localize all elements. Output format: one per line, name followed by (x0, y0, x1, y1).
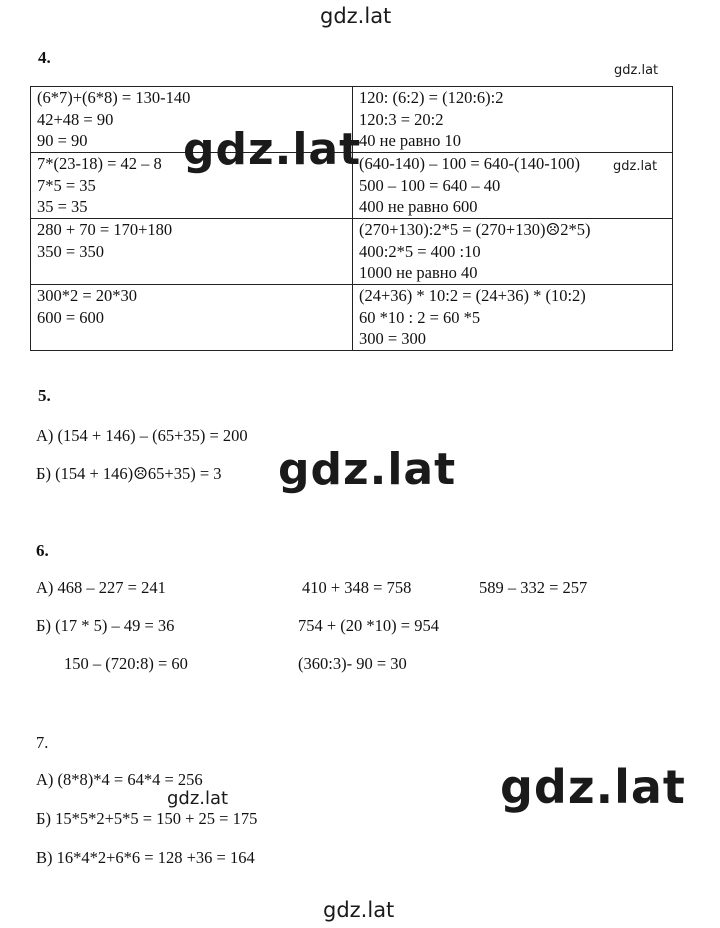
task-7-number: 7. (36, 733, 49, 752)
watermark-task-7-small: gdz.lat (167, 788, 229, 809)
table-row (31, 285, 673, 351)
task-6-row3-col1: 150 – (720:8) = 60 (64, 654, 188, 673)
cell-line: 350 = 350 (37, 241, 105, 261)
table-cell-right (353, 285, 673, 351)
task-6-row1-col1: А) 468 – 227 = 241 (36, 578, 166, 597)
table-row (31, 219, 673, 285)
task-5-line-a: А) (154 + 146) – (65+35) = 200 (36, 426, 248, 445)
cell-line: 40 не равно 10 (359, 131, 461, 150)
cell-line: 42+48 = 90 (37, 109, 114, 129)
watermark-task-7: gdz.lat (500, 760, 686, 814)
cell-line: 280 + 70 = 170+180 (37, 220, 173, 239)
cell-line: 120: (6:2) = (120:6):2 (359, 88, 504, 107)
cell-line: 300*2 = 20*30 (37, 286, 138, 305)
table-cell-right (353, 219, 673, 285)
cell-line: 35 = 35 (37, 197, 88, 216)
task-6-row2-col2: 754 + (20 *10) = 954 (298, 616, 439, 635)
cell-line: 60 *10 : 2 = 60 *5 (359, 307, 481, 327)
watermark-bottom: gdz.lat (323, 898, 395, 922)
table-cell-left (31, 219, 353, 285)
watermark-table-inline: gdz.lat (613, 159, 658, 174)
cell-line: 90 = 90 (37, 131, 88, 150)
task-4-number: 4. (38, 48, 51, 67)
cell-line: 1000 не равно 40 (359, 263, 478, 282)
watermark-table-corner: gdz.lat (614, 63, 659, 78)
cell-line: (6*7)+(6*8) = 130-140 (37, 88, 191, 107)
watermark-task-5: gdz.lat (278, 444, 457, 495)
cell-line: (270+130):2*5 = (270+130)☹2*5) (359, 220, 591, 239)
task-6-row2-col1: Б) (17 * 5) – 49 = 36 (36, 616, 175, 635)
task-7-line-b: Б) 15*5*2+5*5 = 150 + 25 = 175 (36, 809, 258, 828)
watermark-top: gdz.lat (320, 4, 392, 28)
task-6-row1-col3: 589 – 332 = 257 (479, 578, 588, 597)
task-6-row1-col2: 410 + 348 = 758 (302, 578, 412, 597)
cell-line: 7*(23-18) = 42 – 8 (37, 154, 162, 173)
task-6-row3-col2: (360:3)- 90 = 30 (298, 654, 407, 673)
table-cell-right (353, 87, 673, 153)
cell-line: 400:2*5 = 400 :10 (359, 241, 481, 261)
cell-line: 500 – 100 = 640 – 40 (359, 175, 501, 195)
task-5-number: 5. (38, 386, 51, 405)
watermark-table: gdz.lat (183, 124, 362, 175)
cell-line: 120:3 = 20:2 (359, 109, 444, 129)
cell-line: 400 не равно 600 (359, 197, 478, 216)
task-6-number: 6. (36, 541, 49, 560)
task-7-line-c: В) 16*4*2+6*6 = 128 +36 = 164 (36, 848, 255, 867)
cell-line: 300 = 300 (359, 329, 427, 348)
task-5-line-b: Б) (154 + 146)☹65+35) = 3 (36, 464, 222, 483)
task-7-line-a: А) (8*8)*4 = 64*4 = 256 (36, 770, 203, 789)
table-cell-left (31, 285, 353, 351)
cell-line: 600 = 600 (37, 307, 105, 327)
cell-line: 7*5 = 35 (37, 175, 96, 195)
cell-line: (640-140) – 100 = 640-(140-100) (359, 154, 581, 173)
cell-line: (24+36) * 10:2 = (24+36) * (10:2) (359, 286, 586, 305)
